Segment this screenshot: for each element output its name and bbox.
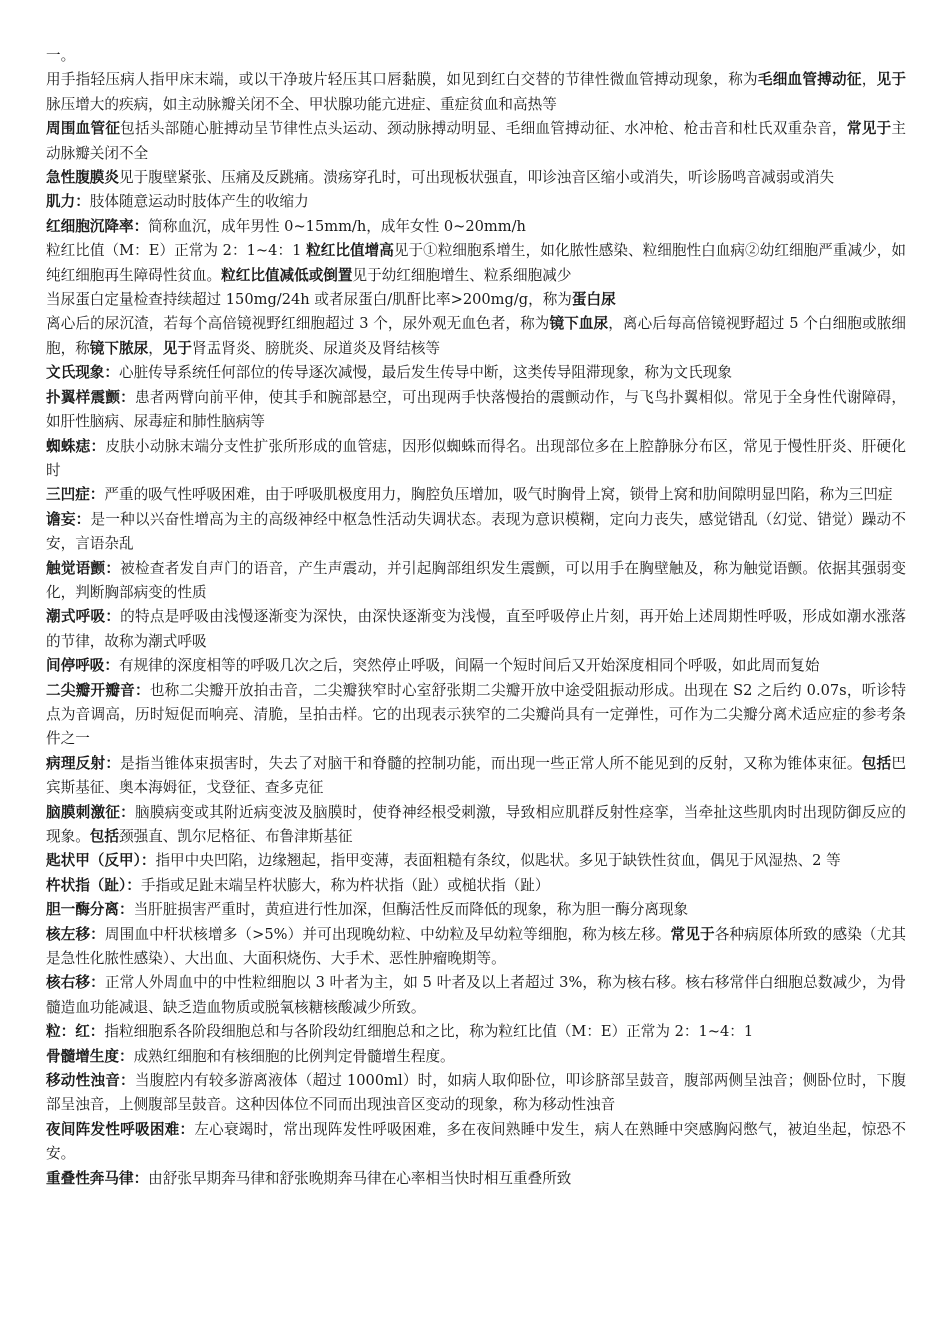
text-run: 当尿蛋白定量检查持续超过 150mg/24h 或者尿蛋白/肌酐比率>200mg/g，称为 (46, 291, 572, 309)
text-run: 手指或足趾末端呈杵状膨大，称为杵状指（趾）或槌状指（趾） (140, 876, 550, 894)
text-run: 各种病原体所致的感染（尤其是急性化脓性感染）、大出血、大面积烧伤、大手术、恶性肿瘤晚期等。 (46, 925, 906, 968)
paragraph (46, 190, 906, 214)
paragraph (46, 508, 906, 557)
paragraph (46, 923, 906, 972)
text-run: 脑膜病变或其附近病变波及脑膜时，使脊神经根受刺激，导致相应肌群反射性痉挛，当牵扯这些肌肉时出现防御反应的现象。 (46, 803, 906, 845)
paragraph (46, 898, 906, 922)
bold-term: 包括 (89, 828, 119, 845)
bold-term: 粒：红： (46, 1023, 105, 1041)
text-run: 见于①粒细胞系增生，如化脓性感染、粒细胞性白血病②幼红细胞严重减少，如纯红细胞再生障碍性贫血。 (46, 242, 906, 284)
text-run: 当腹腔内有较多游离液体（超过 1000ml）时，如病人取仰卧位，叩诊脐部呈鼓音，腹部两侧呈浊音；侧卧位时，下腹部呈浊音，上侧腹部呈鼓音。这种因体位不同而出现浊音区变动的现象，称为移动性浊音 (46, 1072, 906, 1114)
paragraph (46, 68, 906, 117)
text-run: 用手指轻压病人指甲床末端，或以干净玻片轻压其口唇黏膜，如见到红白交替的节律性微血管搏动现象，称为 (46, 71, 758, 89)
bold-term: 镜下脓尿 (89, 339, 149, 357)
paragraph (46, 386, 906, 435)
text-run: 简称血沉，成年男性 0~15mm/h，成年女性 0~20mm/h (148, 217, 526, 235)
paragraph (46, 1045, 906, 1069)
paragraph (46, 361, 906, 385)
paragraph (46, 44, 906, 68)
bold-term: 病理反射： (46, 754, 121, 772)
bold-term: 谵妄： (46, 510, 91, 528)
paragraph (46, 1118, 906, 1167)
paragraph (46, 849, 906, 873)
paragraph (46, 679, 906, 752)
paragraph (46, 483, 906, 507)
bold-term: 夜间阵发性呼吸困难： (46, 1120, 195, 1138)
text-run: 肢体随意运动时肢体产生的收缩力 (89, 193, 309, 211)
bold-term: 肌力： (46, 193, 90, 211)
text-run: 见于幼红细胞增生、粒系细胞减少 (352, 266, 572, 284)
bold-term: 粒红比值减低或倒置 (221, 266, 353, 284)
text-run: 心脏传导系统任何部位的传导逐次减慢，最后发生传导中断，这类传导阻滞现象，称为文氏现象 (118, 364, 732, 382)
paragraph (46, 117, 906, 166)
bold-term: 移动性浊音： (46, 1072, 135, 1090)
text-run: 是一种以兴奋性增高为主的高级神经中枢急性活动失调状态。表现为意识模糊，定向力丧失，感觉错乱（幻觉、错觉）躁动不安，言语杂乱 (46, 510, 906, 553)
bold-term: 核左移： (46, 925, 105, 943)
bold-term: 杵状指（趾）： (46, 876, 141, 894)
text-run: 左心衰竭时，常出现阵发性呼吸困难，多在夜间熟睡中发生，病人在熟睡中突感胸闷憋气，被迫坐起，惊恐不安。 (46, 1120, 906, 1163)
text-run: 见于腹壁紧张、压痛及反跳痛。溃疡穿孔时，可出现板状强直，叩诊浊音区缩小或消失，听诊肠鸣音减弱或消失 (118, 169, 835, 187)
paragraph (46, 1069, 906, 1118)
bold-term: 重叠性奔马律： (46, 1169, 149, 1187)
bold-term: 间停呼吸： (46, 657, 119, 675)
paragraph (46, 557, 906, 606)
text-run: 周围血中杆状核增多（>5%）并可出现晚幼粒、中幼粒及早幼粒等细胞，称为核左移。 (104, 925, 671, 943)
paragraph (46, 654, 906, 678)
text-run: 由舒张早期奔马律和舒张晚期奔马律在心率相当快时相互重叠所致 (148, 1169, 572, 1187)
text-run: ， (148, 339, 163, 357)
bold-term: 蜘蛛痣： (46, 437, 106, 455)
bold-term: 扑翼样震颤： (46, 388, 135, 406)
text-run: 的特点是呼吸由浅慢逐渐变为深快，由深快逐渐变为浅慢，直至呼吸停止片刻，再开始上述周期性呼吸，形成如潮水涨落的节律，故称为潮式呼吸 (46, 608, 906, 650)
bold-term: 文氏现象： (46, 364, 119, 382)
text-run: 主动脉瓣关闭不全 (46, 120, 906, 162)
text-run: 也称二尖瓣开放拍击音，二尖瓣狭窄时心室舒张期二尖瓣开放中途受阻振动形成。出现在 S2 之后约 0.07s，听诊特点为音调高，历时短促而响亮、清脆，呈拍击样。它的出现表示狭窄的二尖瓣尚具有一定弹性，可作为二尖瓣分离术适应症的参考条件之一 (46, 681, 906, 748)
paragraph (46, 605, 906, 654)
bold-term: 三凹症： (46, 486, 105, 504)
text-run: 被检查者发自声门的语音，产生声震动，并引起胸部组织发生震颤，可以用手在胸壁触及，称为触觉语颤。依据其强弱变化，判断胸部病变的性质 (46, 559, 906, 601)
bold-term: 核右移： (46, 974, 105, 992)
bold-term: 蛋白尿 (571, 291, 616, 309)
paragraph (46, 312, 906, 361)
paragraph (46, 801, 906, 850)
text-run: 包括头部随心脏搏动呈节律性点头运动、颈动脉搏动明显、毛细血管搏动征、水冲枪、枪击音和杜氏双重杂音， (120, 120, 847, 138)
paragraph (46, 166, 906, 190)
paragraph (46, 288, 906, 312)
bold-term: 包括 (861, 754, 892, 772)
text-run: 是指当锥体束损害时，失去了对脑干和脊髓的控制功能，而出现一些正常人所不能见到的反射，又称为锥体束征。 (120, 754, 862, 772)
paragraph (46, 435, 906, 484)
bold-term: 红细胞沉降率： (46, 217, 149, 235)
text-run: 指粒细胞系各阶段细胞总和与各阶段幼红细胞总和之比，称为粒红比值（M：E）正常为 2：1~4：1 (104, 1023, 754, 1041)
paragraph (46, 971, 906, 1020)
text-run: 脉压增大的疾病，如主动脉瓣关闭不全、甲状腺功能亢进症、重症贫血和高热等 (46, 95, 557, 113)
paragraph (46, 752, 906, 801)
paragraph (46, 1020, 906, 1044)
text-run: 患者两臂向前平伸，使其手和腕部悬空，可出现两手快落慢抬的震颤动作，与飞鸟扑翼相似。常见于全身性代谢障碍，如肝性脑病、尿毒症和肺性脑病等 (46, 388, 906, 431)
bold-term: 镜下血尿 (549, 315, 609, 333)
bold-term: 骨髓增生度： (46, 1047, 134, 1065)
text-run: ，离心后每高倍镜视野超过 5 个白细胞或脓细胞，称 (46, 315, 906, 357)
bold-term: 潮式呼吸： (46, 608, 121, 626)
text-run: 粒红比值（M：E）正常为 2：1~4：1 (46, 242, 307, 260)
bold-term: 匙状甲（反甲）： (46, 852, 156, 870)
text-run: ， (861, 71, 877, 89)
bold-term: 周围血管征 (46, 120, 121, 138)
paragraph (46, 874, 906, 898)
paragraph (46, 239, 906, 288)
bold-term: 常见于 (846, 120, 892, 138)
text-run: 指甲中央凹陷，边缘翘起，指甲变薄，表面粗糙有条纹，似匙状。多见于缺铁性贫血，偶见于风湿热、2 等 (155, 852, 841, 870)
text-run: 巴宾斯基征、奥本海姆征，戈登征、查多克征 (46, 754, 906, 797)
text-run: 严重的吸气性呼吸困难，由于呼吸肌极度用力，胸腔负压增加，吸气时胸骨上窝，锁骨上窝和肋间隙明显凹陷，称为三凹症 (104, 486, 893, 504)
text-run: 一。 (46, 47, 76, 64)
paragraph (46, 215, 906, 239)
bold-term: 胆一酶分离： (46, 901, 134, 919)
text-run: 正常人外周血中的中性粒细胞以 3 叶者为主，如 5 叶者及以上者超过 3%，称为核右移。核右移常伴白细胞总数减少，为骨髓造血功能减退、缺乏造血物质或脱氧核糖核酸减少所致。 (46, 974, 906, 1016)
bold-term: 触觉语颤： (46, 559, 121, 577)
text-run: 颈强直、凯尔尼格征、布鲁津斯基征 (119, 828, 353, 845)
bold-term: 粒红比值增高 (306, 242, 394, 260)
text-run: 有规律的深度相等的呼吸几次之后，突然停止呼吸，间隔一个短时间后又开始深度相同个呼吸，如此周而复始 (118, 657, 820, 675)
text-run: 离心后的尿沉渣，若每个高倍镜视野红细胞超过 3 个，尿外观无血色者，称为 (46, 315, 550, 333)
bold-term: 毛细血管搏动征 (757, 71, 862, 89)
text-run: 当肝脏损害严重时，黄疸进行性加深，但酶活性反而降低的现象，称为胆一酶分离现象 (133, 901, 689, 919)
bold-term: 二尖瓣开瓣音： (46, 681, 150, 699)
paragraph (46, 1167, 906, 1191)
text-run: 成熟红细胞和有核细胞的比例判定骨髓增生程度。 (133, 1047, 455, 1065)
bold-term: 急性腹膜炎 (46, 169, 119, 187)
bold-term: 常见于 (670, 925, 715, 943)
text-run: 皮肤小动脉末端分支性扩张所形成的血管痣，因形似蜘蛛而得名。出现部位多在上腔静脉分布区，常见于慢性肝炎、肝硬化时 (46, 437, 906, 479)
text-run: 肾盂肾炎、膀胱炎、尿道炎及肾结核等 (192, 339, 441, 357)
bold-term: 见于 (876, 71, 906, 89)
bold-term: 脑膜刺激征： (46, 803, 135, 821)
bold-term: 见于 (162, 339, 192, 357)
